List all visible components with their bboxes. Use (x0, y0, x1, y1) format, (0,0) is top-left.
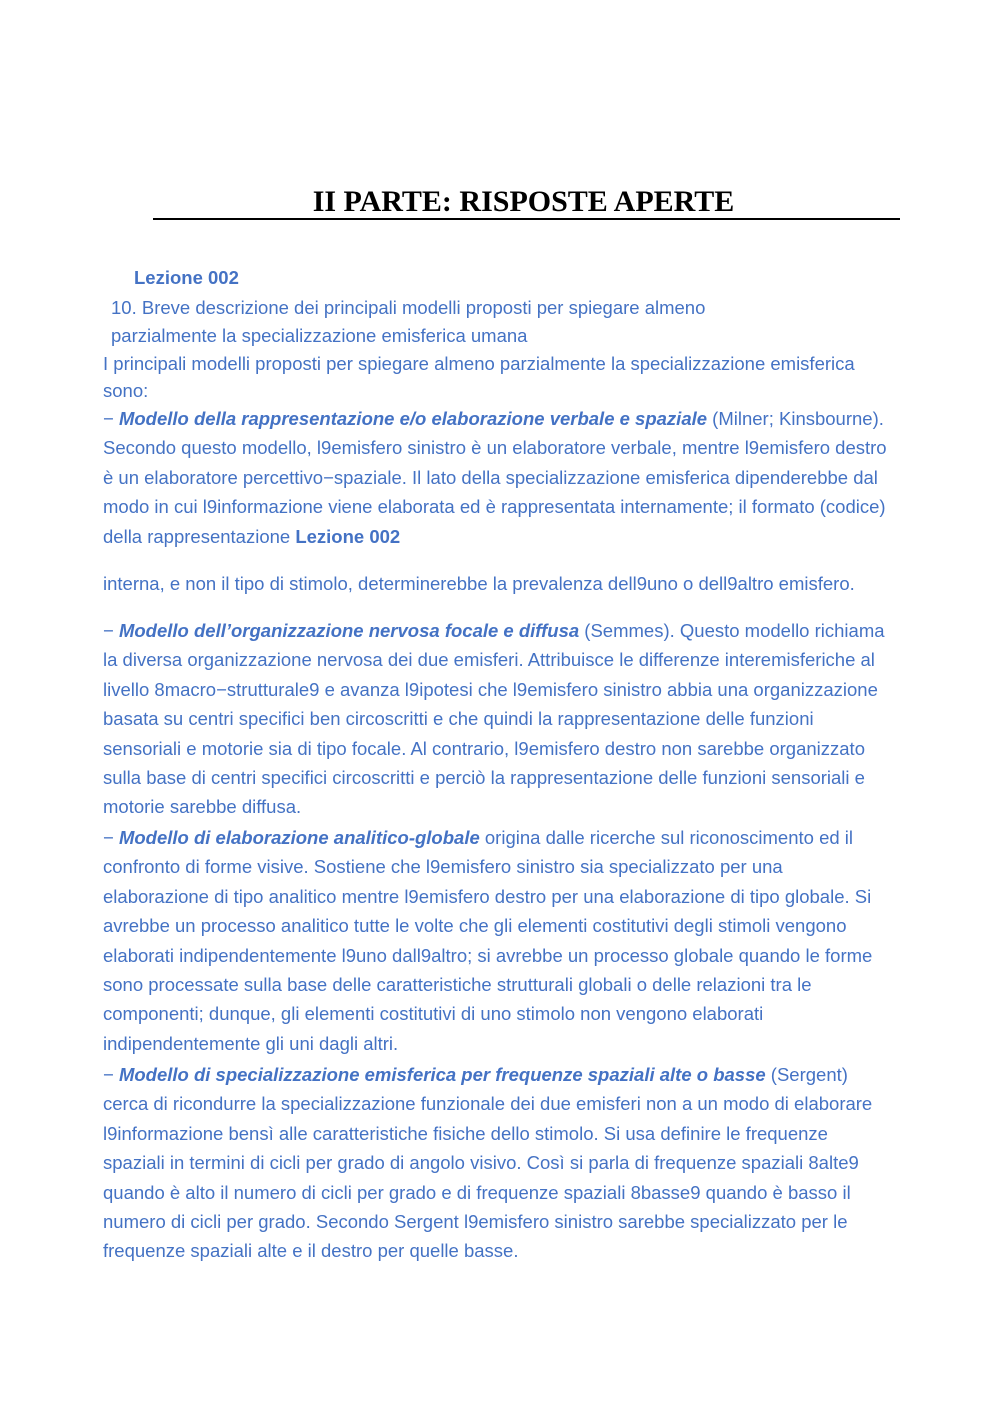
lesson-label: Lezione 002 (134, 267, 239, 288)
model-3-name: Modello di elaborazione analitico-globale (118, 827, 480, 848)
question-text: 10. Breve descrizione dei principali modelli proposti per spiegare almeno parzialmente la specializzazione emisferica umana (111, 297, 706, 346)
model-2-dash: − (103, 620, 119, 641)
model-4-paragraph (103, 1060, 893, 1266)
model-1-paragraph (103, 404, 893, 551)
model-3-text: origina dalle ricerche sul riconoscimento ed il confronto di forme visive. Sostiene che l9emisfero sinistro sia specializzato per una elaborazione di tipo analitico mentre l9emisfero destro per una elaborazione di tipo globale. Si avrebbe un processo analitico tutte le volte che gli elementi costitutivi degli stimoli vengono elaborati indipendentemente l9uno dall9altro; si avrebbe un processo globale quando le forme sono processate sulla base delle caratteristiche strutturali globali o delle relazioni tra le componenti; dunque, gli elementi costitutivi di uno stimolo non vengono elaborati indipendentemente gli uni dagli altri. (103, 827, 873, 1054)
model-3-dash: − (103, 827, 119, 848)
model-4-name: Modello di specializzazione emisferica per frequenze spaziali alte o basse (118, 1064, 766, 1085)
model-3-paragraph (103, 823, 893, 1058)
model-2-text: (Semmes). Questo modello richiama la diversa organizzazione nervosa dei due emisferi. Attribuisce le differenze interemisferiche al livello 8macro−strutturale9 e avanza l9ipotesi che l9emisfero sinistro abbia una organizzazione basata su centri specifici ben circoscritti e che quindi la rappresentazione delle funzioni sensoriali e motorie sia di tipo focale. Al contrario, l9emisfero destro non sarebbe organizzato sulla base di centri specifici circoscritti e perciò la rappresentazione delle funzioni sensoriali e motorie sarebbe diffusa. (103, 620, 885, 818)
model-2-name: Modello dell’organizzazione nervosa focale e diffusa (118, 620, 580, 641)
model-4-text: (Sergent) cerca di ricondurre la specializzazione funzionale dei due emisferi non a un modo di elaborare l9informazione bensì alle caratteristiche fisiche dello stimolo. Si usa definire le frequenze spaziali in termini di cicli per grado di angolo visivo. Così si parla di frequenze spaziali 8alte9 quando è alto il numero di cicli per grado e di frequenze spaziali 8basse9 quando è basso il numero di cicli per grado. Secondo Sergent l9emisfero sinistro sarebbe specializzato per le frequenze spaziali alte e il destro per quelle basse. (103, 1064, 873, 1262)
inline-lesson-label: Lezione 002 (295, 525, 401, 547)
model-1-dash: − (103, 408, 119, 429)
model-1-name: Modello della rappresentazione e/o elaborazione verbale e spaziale (118, 408, 708, 429)
model-2-paragraph (103, 616, 893, 822)
title-underline (153, 186, 900, 220)
model-1-continuation: interna, e non il tipo di stimolo, determinerebbe la prevalenza dell9uno o dell9altro emisfero. (103, 573, 855, 594)
model-4-dash: − (103, 1064, 119, 1085)
model-1-text: (Milner; Kinsbourne). Secondo questo modello, l9emisfero sinistro è un elaboratore verbale, mentre l9emisfero destro è un elaboratore percettivo−spaziale. Il lato della specializzazione emisferica dipenderebbe dal modo in cui l9informazione viene elaborata ed è rappresentata internamente; il formato (codice) della rappresentazione (103, 408, 887, 547)
intro-paragraph: I principali modelli proposti per spiegare almeno parzialmente la specializzazione emisferica sono: (103, 353, 855, 401)
page-title: II PARTE: RISPOSTE APERTE (312, 185, 735, 218)
